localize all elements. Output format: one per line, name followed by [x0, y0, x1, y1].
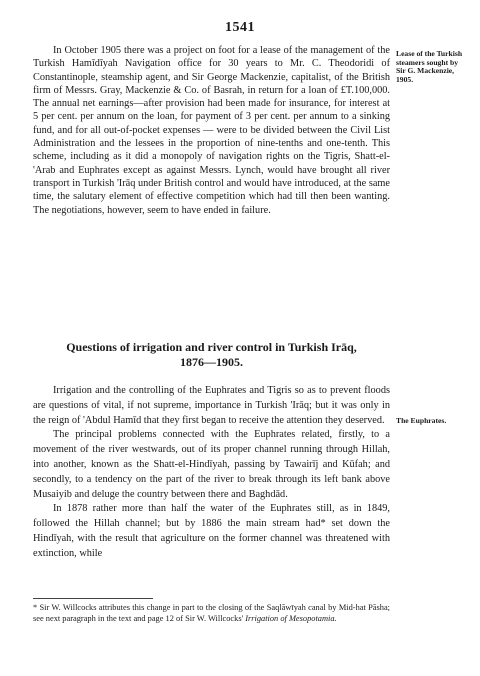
footnote-text: * Sir W. Willcocks attributes this change in part to the closing of the Saqlāwīyah canal by Mid-hat Pāsha; see next paragraph in the text and page 12 of Sir W. Willcocks' — [33, 603, 390, 623]
paragraph-1878: In 1878 rather more than half the water of the Euphrates still, as in 1849, followed the Hillah channel; but by 1886 the main stream had* set down the Hindīyah, with the result that agriculture on the former channel was threatened with extinction, while — [33, 503, 390, 559]
footnote-divider — [33, 598, 153, 599]
margin-note-euphrates: The Euphrates. — [396, 416, 447, 425]
paragraph-euphrates-problems: The principal problems connected with the Euphrates related, firstly, to a movement of the river westwards, out of its proper channel running through Hillah, into another, known as the Shatt-el-Hindīyah, passing by Tawairīj and Kūfah; and secondly, to a tendency on the part of the river to break through its left bank above Musaiyib and deluge the country between there and Baghdād. — [33, 429, 390, 500]
page-number: 1541 — [225, 20, 255, 35]
paragraph-irrigation: Irrigation and the controlling of the Euphrates and Tigris so as to prevent floods are questions of vital, if not supreme, importance in Turkish 'Irāq; but it was only in the reign of 'Abdul Hamīd that they first began to receive the attention they deserved. — [33, 385, 390, 426]
section-heading — [33, 340, 390, 370]
footnote — [33, 602, 390, 624]
section-heading-line-2: 1876—1905. — [180, 355, 243, 369]
section-heading-line-1: Questions of irrigation and river control in Turkish Irāq, — [66, 340, 357, 354]
section-body — [33, 384, 390, 562]
footnote-book-title: Irrigation of Mesopotamia. — [245, 614, 337, 623]
paragraph-lease-project — [33, 44, 390, 217]
margin-note-lease: Lease of the Turkish steamers sought by Sir G. Mackenzie, 1905. — [396, 49, 463, 84]
paragraph-text: In October 1905 there was a project on foot for a lease of the management of the Turkish Hamīdīyah Navigation office for 30 years to Mr. C. Theodoridi of Constantinople, steamship agent, and Sir George Mackenzie, capitalist, of the British firm of Messrs. Gray, Mackenzie & Co. of Basrah, in return for a loan of £T.100,000. The annual net earnings—after provision had been made for insurance, for interest at 5 per cent. per annum on the loan, for payment of 3 per cent. per annum to a sinking fund, and for all out-of-pocket expenses — were to be divided between the Civil List Administration and the lessees in the proportion of nine-tenths and one-tenth. This scheme, including as it did a monopoly of navigation rights on the Tigris, Shatt-el-'Arab and Euphrates except as against Messrs. Lynch, would have brought all river transport in Turkish 'Irāq under British control and would have introduced, at the same time, the salutary element of effective competition which had till then been wanting. The negotiations, however, seem to have ended in failure. — [33, 45, 390, 216]
